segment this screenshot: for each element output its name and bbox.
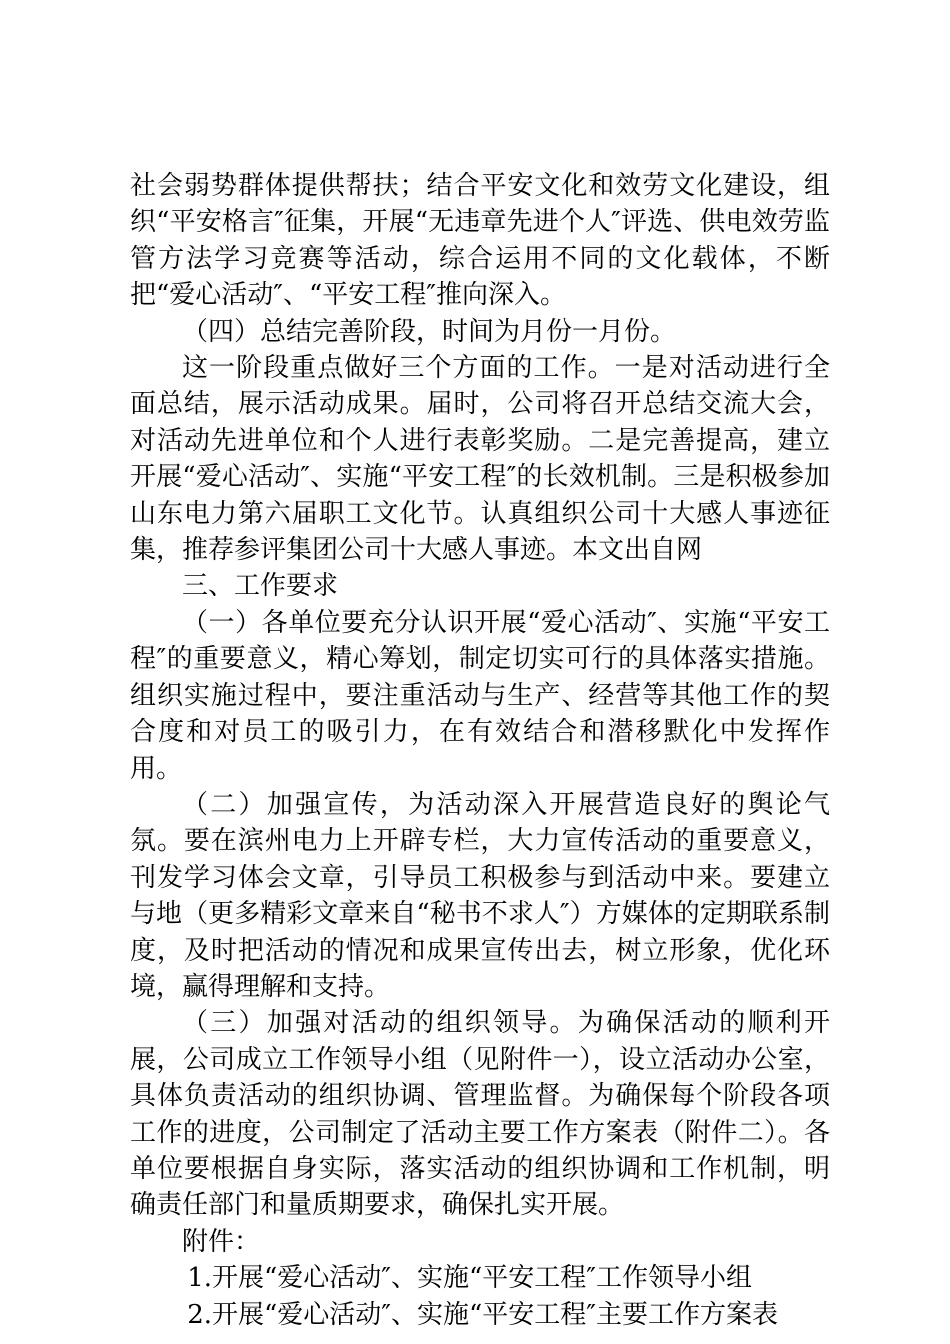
document-body (130, 168, 830, 1333)
paragraph-summary-stage: 这一阶段重点做好三个方面的工作。一是对活动进行全面总结，展示活动成果。届时，公司将召开总结交流大会，对活动先进单位和个人进行表彰奖励。二是完善提高，建立开展“爱心活动″、实施“平安工程″的长效机制。三是积极参加山东电力第六届职工文化节。认真组织公司十大感人事迹征集，推荐参评集团公司十大感人事迹。本文出自网 (130, 353, 830, 566)
section-heading-requirements: 三、工作要求 (182, 571, 339, 602)
paragraph-requirement-1: （一）各单位要充分认识开展“爱心活动″、实施“平安工程″的重要意义，精心筹划，制定切实可行的具体落实措施。组织实施过程中，要注重活动与生产、经营等其他工作的契合度和对员工的吸引力，在有效结合和潜移默化中发挥作用。 (130, 607, 830, 784)
attachment-item-2: 2.开展“爱心活动″、实施“平安工程″主要工作方案表 (187, 1299, 779, 1330)
paragraph-continuation: 社会弱势群体提供帮扶；结合平安文化和效劳文化建设，组织“平安格言″征集，开展“无违章先进个人″评选、供电效劳监管方法学习竞赛等活动，综合运用不同的文化载体，不断把“爱心活动″、“平安工程″推向深入。 (130, 171, 830, 311)
attachment-item-1: 1.开展“爱心活动″、实施“平安工程″工作领导小组 (187, 1263, 753, 1294)
paragraph-requirement-2: （二）加强宣传，为活动深入开展营造良好的舆论气氛。要在滨州电力上开辟专栏，大力宣传活动的重要意义，刊发学习体会文章，引导员工积极参与到活动中来。要建立与地（更多精彩文章来自“秘书不求人″）方媒体的定期联系制度，及时把活动的情况和成果宣传出去，树立形象，优化环境，赢得理解和支持。 (130, 789, 830, 1002)
attachments-label: 附件： (182, 1226, 261, 1257)
section-four-heading: （四）总结完善阶段，时间为月份一月份。 (182, 316, 677, 347)
paragraph-requirement-3: （三）加强对活动的组织领导。为确保活动的顺利开展，公司成立工作领导小组（见附件一），设立活动办公室，具体负责活动的组织协调、管理监督。为确保每个阶段各项工作的进度，公司制定了活动主要工作方案表（附件二）。各单位要根据自身实际，落实活动的组织协调和工作机制，明确责任部门和量质期要求，确保扎实开展。 (130, 1008, 830, 1221)
